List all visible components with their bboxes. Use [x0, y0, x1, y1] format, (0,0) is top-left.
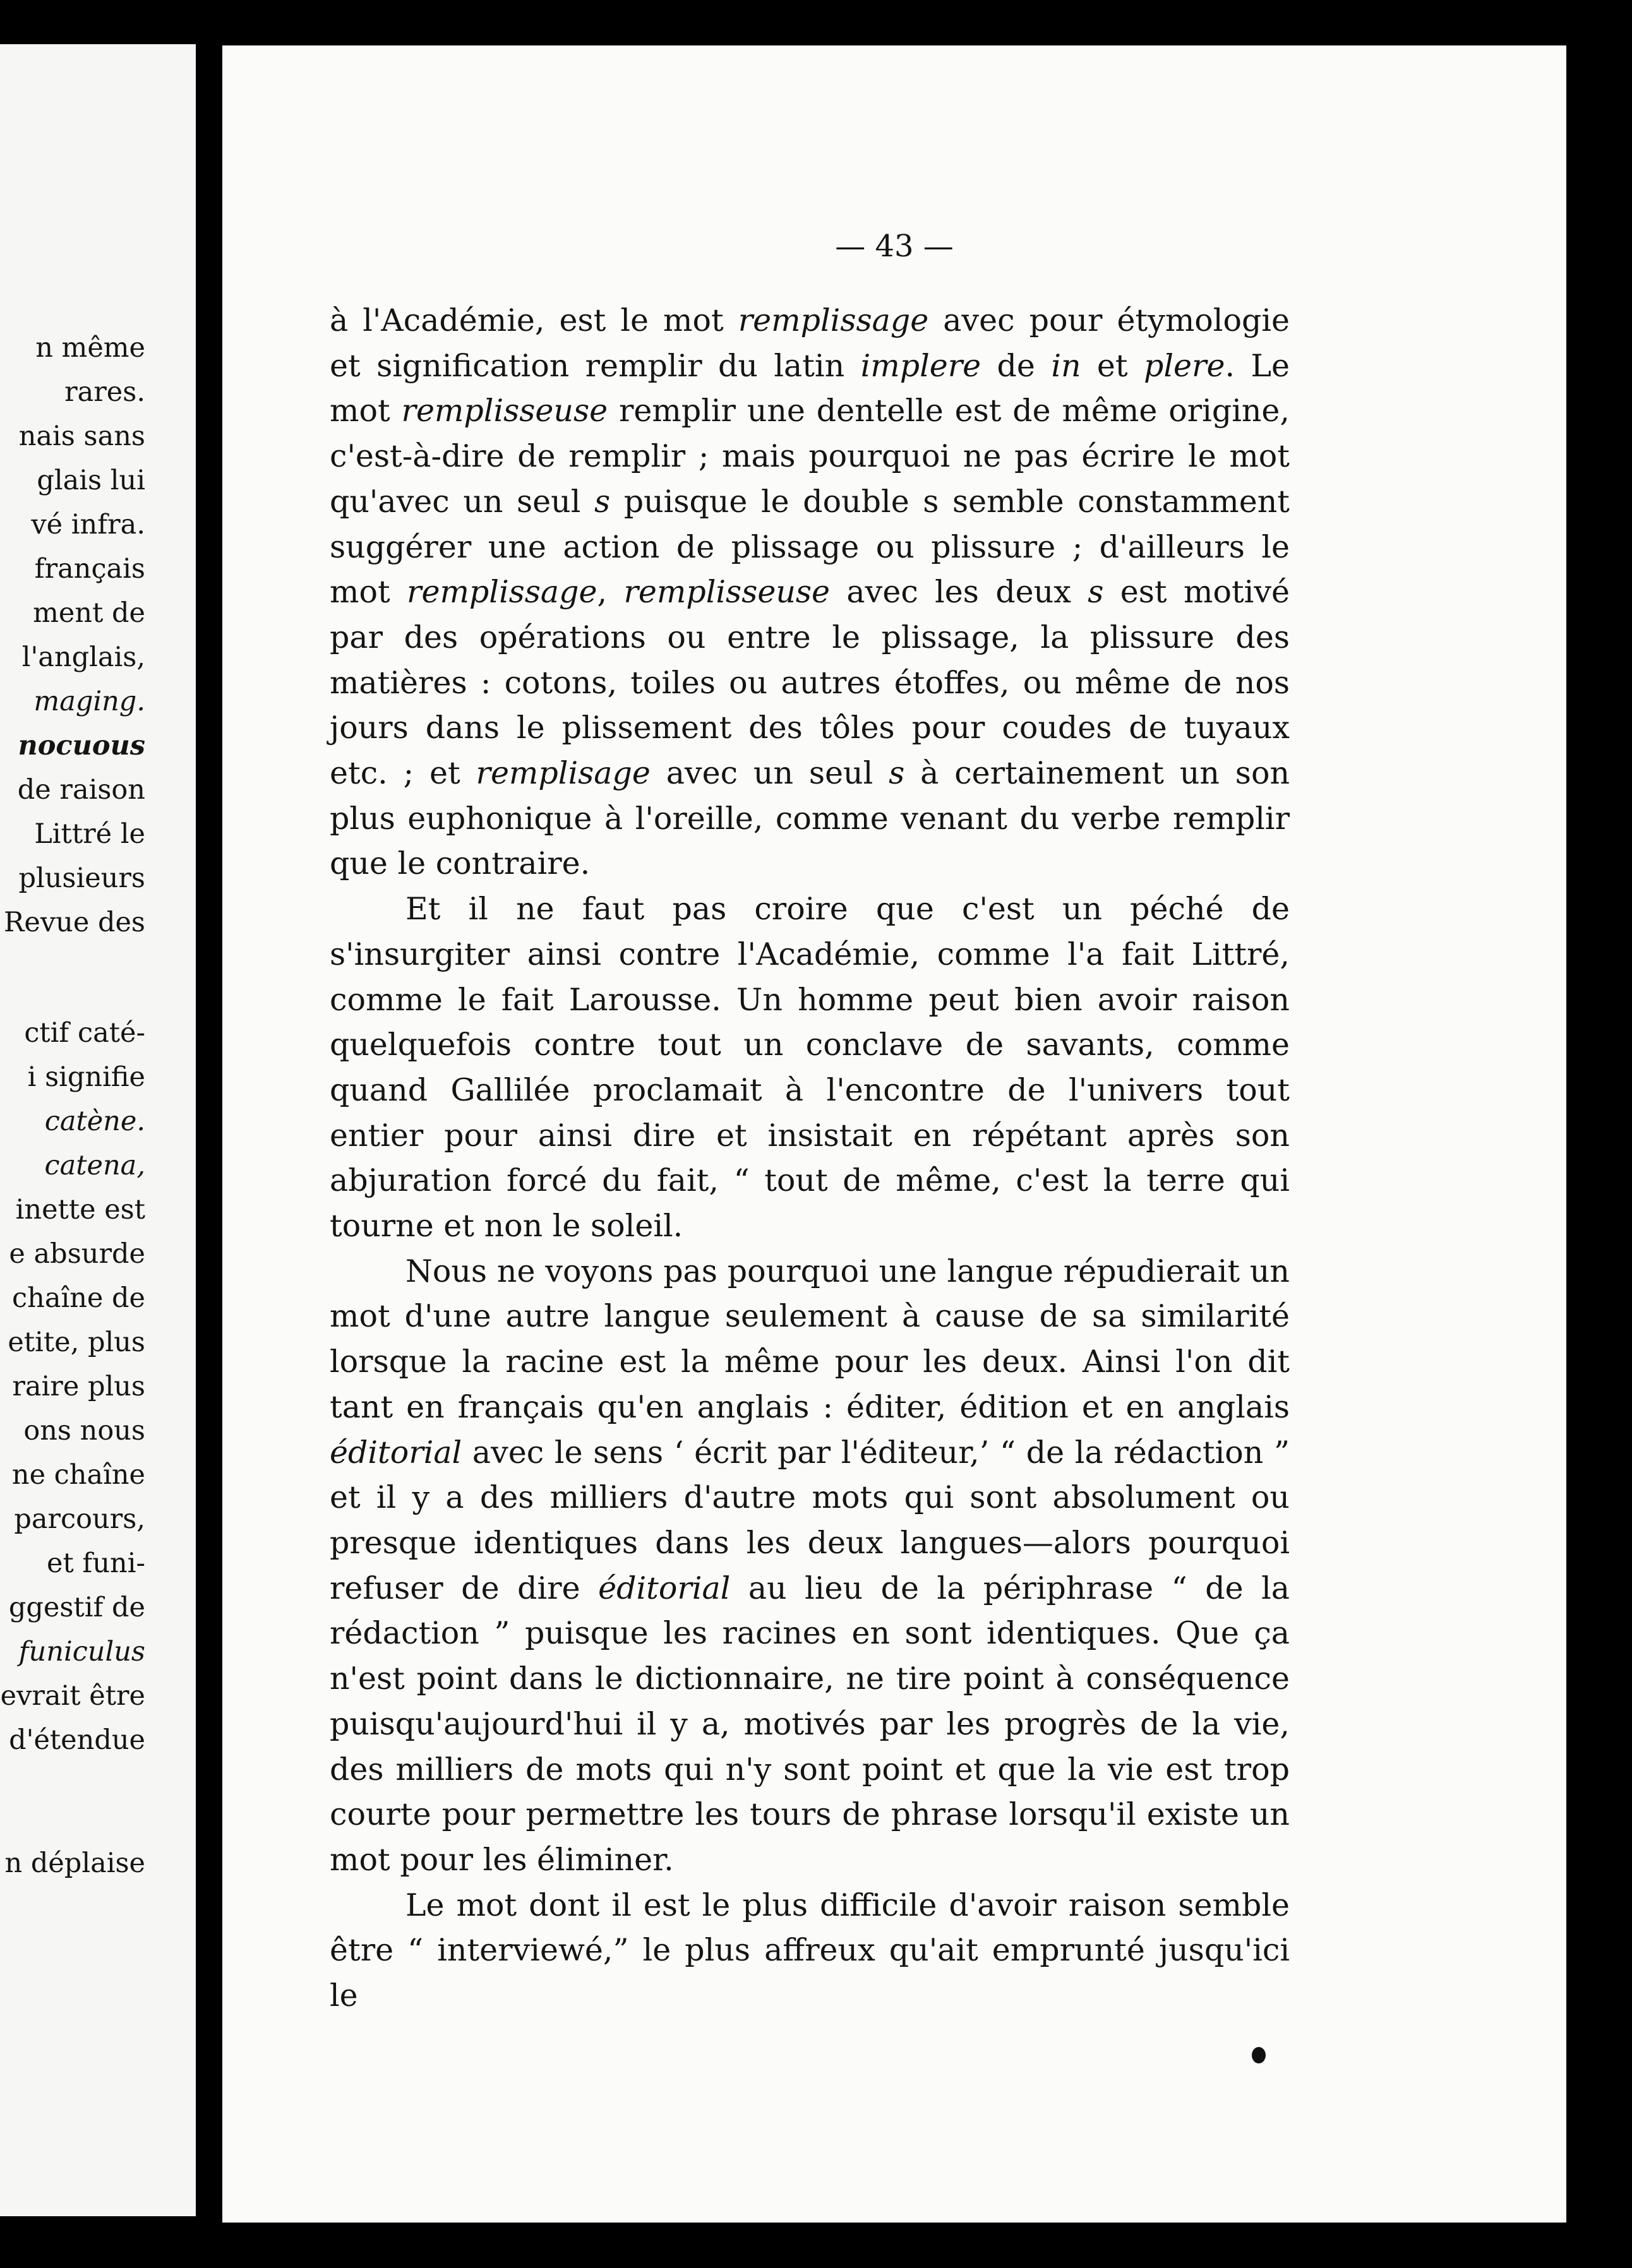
left-page-line: ons nous [23, 1415, 145, 1447]
page-number: — 43 — [835, 229, 954, 264]
left-page-line: glais lui [37, 465, 145, 496]
text-run: et [1081, 347, 1144, 384]
left-page-line: nocuous [18, 730, 145, 761]
italic-term: éditorial [330, 1434, 462, 1471]
italic-term: plere [1144, 347, 1225, 384]
text-run: puisque le double s semble constamment suggérer une action de plissage ou plissure ; d'ailleurs le mot [330, 483, 1290, 611]
left-page-line: et funi- [47, 1548, 145, 1579]
italic-term: implere [860, 347, 981, 384]
italic-term: remplisseuse [623, 574, 831, 611]
left-page-line: inette est [15, 1194, 145, 1226]
text-run: à certainement un son plus euphonique à l'oreille, comme venant du verbe remplir que le contraire. [330, 755, 1290, 882]
left-page-line: Littré le [34, 818, 145, 850]
left-page-line: catena, [44, 1150, 145, 1181]
paragraph [330, 886, 1290, 1249]
text-run: Et il ne faut pas croire que c'est un péché de s'insurgiter ainsi contre l'Académie, comme l'a fait Littré, comme le fait Larousse. Un homme peut bien avoir raison quelquefois contre tout un conclave de savants, comme quand Gallilée proclamait à l'encontre de l'univers tout entier pour ainsi dire et insistait en répétant après son abjuration forcé du fait, “ tout de même, c'est la terre qui tourne et non le soleil. [330, 891, 1290, 1244]
left-page-line: français [34, 553, 145, 585]
italic-term: s [889, 755, 905, 792]
text-run: Le mot dont il est le plus difficile d'avoir raison semble être “ interviewé,” le plus affreux qu'ait emprunté jusqu'ici le [330, 1887, 1290, 2014]
left-page-line: ctif caté- [24, 1017, 145, 1049]
text-run: avec un seul [650, 755, 889, 792]
italic-term: remplissage [407, 574, 597, 611]
italic-term: remplisseuse [401, 393, 608, 429]
left-page-line: ment de [33, 597, 145, 629]
left-page-line: d'étendue [9, 1724, 145, 1756]
italic-term: remplissage [738, 302, 929, 338]
left-page-line: rares. [64, 376, 145, 408]
text-run: . Le mot [330, 347, 1290, 429]
main-page [222, 45, 1566, 2223]
text-run: de [981, 347, 1052, 384]
left-page-line: etite, plus [8, 1327, 145, 1358]
text-run: avec le sens ‘ écrit par l'éditeur,’ “ de la rédaction ” et il y a des milliers d'autre mots qui sont absolument ou presque identiques dans les deux langues—alors pourquoi refuser de dire [330, 1434, 1290, 1606]
paragraph [330, 1883, 1290, 2019]
left-page-line: ggestif de [8, 1592, 145, 1623]
text-run: , [597, 574, 624, 611]
left-page-line: e absurde [9, 1238, 145, 1270]
italic-term: éditorial [598, 1570, 731, 1606]
text-run: est motivé par des opérations ou entre le plissage, la plissure des matières : cotons, toiles ou autres étoffes, ou même de nos jours dans le plissement des tôles pour coudes de tuyaux etc. ; et [330, 574, 1290, 792]
ink-speck [1252, 2047, 1266, 2063]
left-page-line: plusieurs [18, 862, 145, 894]
left-page-line: n déplaise [4, 1847, 145, 1879]
left-page-line: raire plus [12, 1371, 145, 1402]
text-run: remplir une dentelle est de même origine, c'est-à-dire de remplir ; mais pourquoi ne pas écrire le mot qu'avec un seul [330, 393, 1290, 520]
left-page-line: funiculus [18, 1636, 145, 1668]
left-page-line: l'anglais, [21, 642, 145, 673]
left-page-line: parcours, [14, 1503, 145, 1535]
left-page-line: vé infra. [31, 509, 145, 540]
text-run: au lieu de la périphrase “ de la rédaction ” puisque les racines en sont identiques. Que ça n'est point dans le dictionnaire, ne tire point à conséquence puisqu'aujourd'hui il y a, motivés par les progrès de la vie, des milliers de mots qui n'y sont point et que la vie est trop courte pour permettre les tours de phrase lorsqu'il existe un mot pour les éliminer. [330, 1570, 1290, 1878]
left-page-line: i signifie [27, 1061, 145, 1093]
paragraph [330, 298, 1290, 886]
text-run: Nous ne voyons pas pourquoi une langue répudierait un mot d'une autre langue seulement à cause de sa similarité lorsque la racine est la même pour les deux. Ainsi l'on dit tant en français qu'en anglais : éditer, édition et en anglais [330, 1253, 1290, 1425]
italic-term: in [1051, 347, 1081, 384]
italic-term: s [1088, 574, 1104, 611]
left-page-line: evrait être [0, 1680, 145, 1712]
left-page-line: catène. [44, 1106, 145, 1137]
text-run: avec les deux [830, 574, 1088, 611]
left-page-line: nais sans [18, 421, 145, 452]
text-run: avec pour étymologie et signification remplir du latin [330, 302, 1290, 384]
left-page-line: de raison [17, 774, 145, 806]
left-page-line: Revue des [4, 907, 145, 938]
left-page-line: ne chaîne [11, 1459, 145, 1491]
italic-term: remplisage [476, 755, 651, 792]
left-page-line: n même [35, 332, 145, 364]
italic-term: s [594, 483, 611, 520]
paragraph [330, 1249, 1290, 1883]
text-run: à l'Académie, est le mot [330, 302, 738, 338]
left-facing-page [0, 44, 196, 2216]
left-page-line: maging. [33, 686, 145, 717]
body-text [330, 298, 1290, 2019]
left-page-line: chaîne de [12, 1282, 145, 1314]
